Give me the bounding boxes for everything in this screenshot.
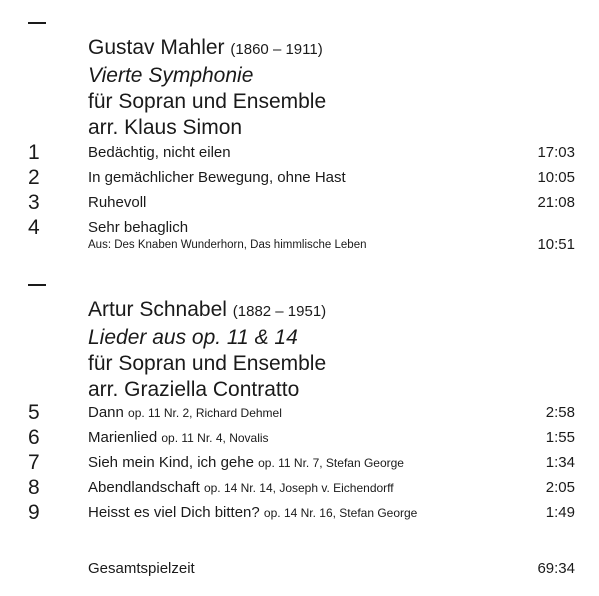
- composer-name: [88, 35, 326, 63]
- track-title: In gemächlicher Bewegung, ohne Hast: [88, 169, 346, 186]
- composer-name: [88, 297, 326, 325]
- track-duration: 2:58: [545, 404, 575, 421]
- track-note: Aus: Des Knaben Wunderhorn, Das himmlische Leben: [88, 239, 367, 251]
- work-title: Lieder aus op. 11 & 14: [88, 326, 298, 349]
- scoring: für Sopran und Ensemble: [88, 90, 327, 113]
- work-title: Vierte Symphonie: [88, 64, 254, 87]
- track-row: [0, 401, 599, 426]
- track-number: 2: [28, 166, 40, 189]
- track-number: 4: [28, 216, 40, 239]
- track-title: Ruhevoll: [88, 194, 147, 211]
- track-title: [88, 503, 417, 523]
- track-row: [0, 141, 599, 166]
- track-title: [88, 453, 404, 473]
- total-row: [0, 557, 599, 582]
- track-duration: 10:51: [537, 236, 575, 253]
- track-number: 5: [28, 401, 40, 424]
- track-number: 8: [28, 476, 40, 499]
- track-duration: 1:34: [545, 454, 575, 471]
- track-title: [88, 428, 269, 448]
- track-number: 7: [28, 451, 40, 474]
- section-divider-schnabel: [28, 284, 46, 286]
- track-row: [0, 451, 599, 476]
- track-duration: 10:05: [537, 169, 575, 186]
- track-title-text: Marienlied: [88, 429, 158, 446]
- track-row: [0, 166, 599, 191]
- section-divider-mahler: [28, 22, 46, 24]
- mahler-heading: [88, 35, 326, 141]
- track-detail: op. 14 Nr. 14, Joseph v. Eichendorff: [203, 481, 394, 495]
- arranger: arr. Graziella Contratto: [88, 378, 300, 401]
- track-detail: op. 14 Nr. 16, Stefan George: [263, 506, 418, 520]
- track-title-text: Sieh mein Kind, ich gehe: [88, 454, 254, 471]
- total-label: Gesamtspielzeit: [88, 560, 195, 577]
- track-duration: 1:49: [545, 504, 575, 521]
- track-row: [0, 476, 599, 501]
- track-title: [88, 478, 394, 498]
- track-number: 6: [28, 426, 40, 449]
- track-title-text: Abendlandschaft: [88, 479, 200, 496]
- composer-label: Artur Schnabel: [88, 298, 227, 321]
- track-title: Sehr behaglich: [88, 219, 189, 236]
- track-title-text: Dann: [88, 404, 124, 421]
- arranger: arr. Klaus Simon: [88, 116, 243, 139]
- schnabel-heading: [88, 297, 326, 403]
- track-row: [0, 191, 599, 216]
- track-number: 3: [28, 191, 40, 214]
- total-duration: 69:34: [537, 560, 575, 577]
- track-duration: 21:08: [537, 194, 575, 211]
- composer-years: (1882 – 1951): [232, 303, 327, 320]
- track-title: Bedächtig, nicht eilen: [88, 144, 231, 161]
- composer-label: Gustav Mahler: [88, 36, 225, 59]
- track-number: 1: [28, 141, 40, 164]
- track-duration: 1:55: [545, 429, 575, 446]
- track-detail: op. 11 Nr. 2, Richard Dehmel: [128, 406, 282, 420]
- track-number: 9: [28, 501, 40, 524]
- track-duration: 2:05: [545, 479, 575, 496]
- track-detail: op. 11 Nr. 7, Stefan George: [258, 456, 404, 470]
- track-detail: op. 11 Nr. 4, Novalis: [161, 431, 269, 445]
- track-duration: 17:03: [537, 144, 575, 161]
- composer-years: (1860 – 1911): [230, 41, 323, 58]
- scoring: für Sopran und Ensemble: [88, 352, 327, 375]
- track-title-text: Heisst es viel Dich bitten?: [88, 504, 260, 521]
- track-row: [0, 501, 599, 526]
- track-row: [0, 426, 599, 451]
- track-duration-row: [0, 233, 599, 258]
- track-title: [88, 403, 282, 423]
